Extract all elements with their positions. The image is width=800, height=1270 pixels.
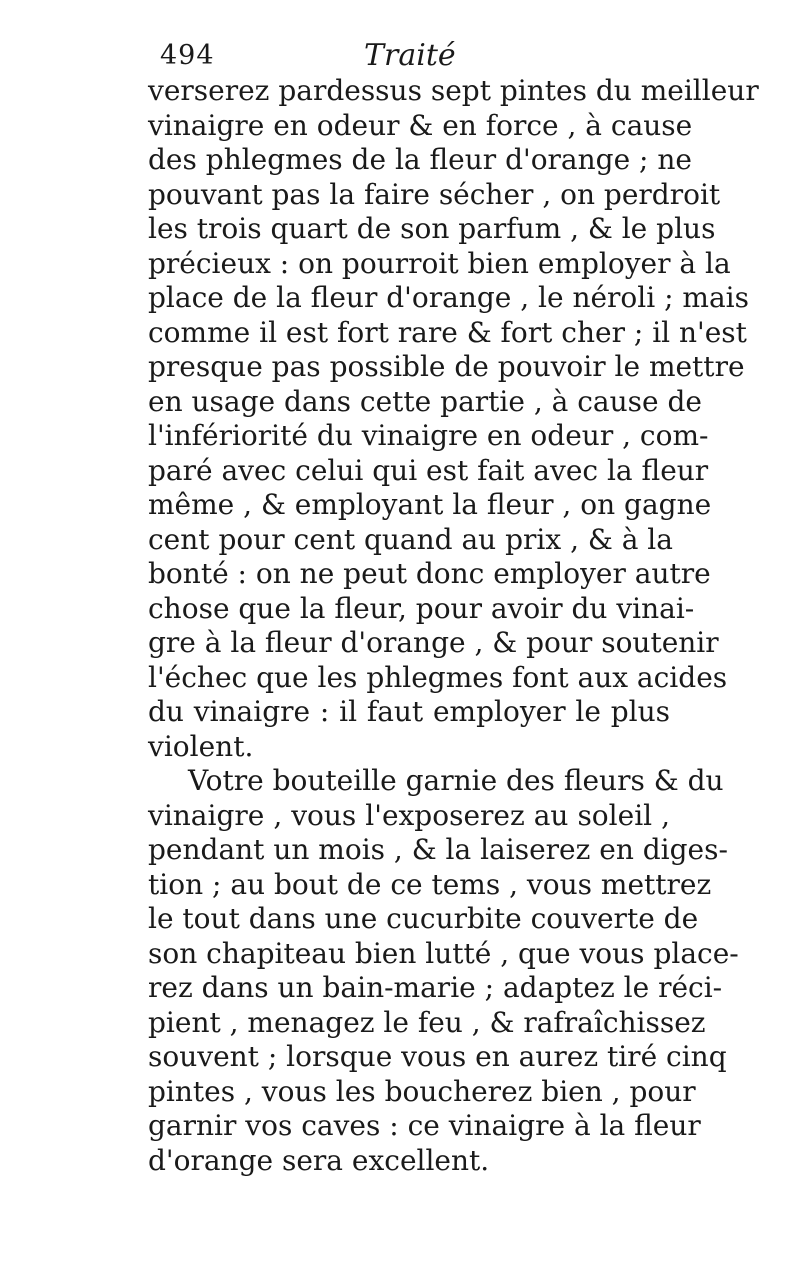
text-line: violent. <box>148 729 254 763</box>
text-line: vinaigre , vous l'exposerez au soleil , <box>148 798 670 832</box>
page-number: 494 <box>160 40 215 71</box>
text-line: rez dans un bain-marie ; adaptez le réci- <box>148 971 723 1004</box>
text-line: l'échec que les phlegmes font aux acides <box>148 660 728 694</box>
text-line: pendant un mois , & la laiserez en diges- <box>148 833 728 866</box>
text-line: place de la fleur d'orange , le néroli ; mais <box>148 281 750 314</box>
text-line: paré avec celui qui est fait avec la fleur <box>148 453 709 487</box>
text-line: vinaigre en odeur & en force , à cause <box>148 108 693 142</box>
text-line: du vinaigre : il faut employer le plus <box>148 695 670 728</box>
text-line: comme il est fort rare & fort cher ; il n'est <box>148 315 747 349</box>
text-line: pient , menagez le feu , & rafraîchissez <box>148 1005 706 1039</box>
text-line: presque pas possible de pouvoir le mettre <box>148 350 745 383</box>
text-line: son chapiteau bien lutté , que vous place- <box>148 936 739 970</box>
running-head <box>150 38 670 78</box>
text-line: l'infériorité du vinaigre en odeur , com- <box>148 419 709 452</box>
text-line: précieux : on pourroit bien employer à la <box>148 246 731 280</box>
text-line: gre à la fleur d'orange , & pour soutenir <box>148 626 719 659</box>
text-line: cent pour cent quand au prix , & à la <box>148 522 673 556</box>
text-line: tion ; au bout de ce tems , vous mettrez <box>148 867 712 901</box>
text-line: souvent ; lorsque vous en aurez tiré cinq <box>148 1040 727 1073</box>
paragraph-1 <box>148 74 759 764</box>
text-line: chose que la fleur, pour avoir du vinai- <box>148 591 695 625</box>
text-line: même , & employant la fleur , on gagne <box>148 488 712 521</box>
text-line: garnir vos caves : ce vinaigre à la fleur <box>148 1109 701 1142</box>
body-text <box>148 74 759 1178</box>
text-line: bonté : on ne peut donc employer autre <box>148 557 711 590</box>
text-line: les trois quart de son parfum , & le plus <box>148 212 716 245</box>
paragraph-2 <box>148 764 739 1178</box>
text-line: en usage dans cette partie , à cause de <box>148 384 702 418</box>
text-line: des phlegmes de la fleur d'orange ; ne <box>148 143 692 176</box>
text-line: pouvant pas la faire sécher , on perdroit <box>148 177 721 211</box>
text-line: pintes , vous les boucherez bien , pour <box>148 1074 696 1108</box>
text-line: Votre bouteille garnie des fleurs & du <box>188 764 724 797</box>
text-line: d'orange sera excellent. <box>148 1143 490 1177</box>
text-line: verserez pardessus sept pintes du meilleur <box>148 74 759 107</box>
text-line: le tout dans une cucurbite couverte de <box>148 902 699 935</box>
running-title: Traité <box>364 38 456 73</box>
